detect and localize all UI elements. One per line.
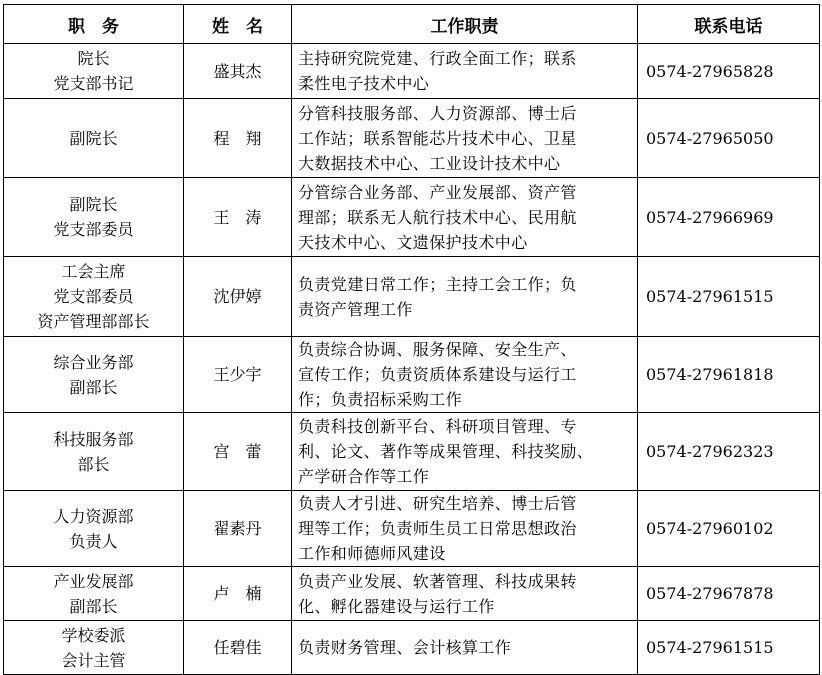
duties-line: 分管科技服务部、人力资源部、博士后	[298, 103, 577, 123]
position-line: 人力资源部	[53, 506, 134, 526]
duties-line: 作；负责招标采购工作	[298, 390, 463, 409]
duties-line: 天技术中心、文遗保护技术中心	[298, 232, 528, 252]
position-line: 副部长	[69, 377, 118, 397]
duties-line: 理等工作；负责师生员工日常思想政治	[298, 519, 577, 538]
name-cell: 任碧佳	[184, 621, 292, 675]
table-row	[4, 44, 820, 99]
position-cell	[4, 44, 184, 99]
phone-cell: 0574-27966969	[638, 178, 820, 257]
duties-line: 负责财务管理、会计核算工作	[298, 638, 512, 657]
position-line: 负责人	[69, 531, 118, 551]
table-row	[4, 413, 820, 491]
name-cell: 卢 楠	[184, 567, 292, 621]
duties-line: 宣传工作；负责资质体系建设与运行工	[298, 365, 577, 384]
position-line: 工会主席	[61, 262, 126, 281]
duties-line: 大数据技术中心、工业设计技术中心	[298, 153, 561, 173]
phone-cell: 0574-27965050	[638, 99, 820, 178]
duties-cell	[292, 567, 638, 621]
position-line: 副院长	[69, 128, 118, 148]
name-cell: 程 翔	[184, 99, 292, 178]
position-line: 产业发展部	[53, 571, 134, 591]
duties-cell	[292, 44, 638, 99]
duties-cell	[292, 178, 638, 257]
position-line: 党支部书记	[53, 74, 134, 93]
duties-line: 理部；联系无人航行技术中心、民用航	[298, 207, 577, 227]
phone-cell: 0574-27961818	[638, 337, 820, 413]
duties-line: 责资产管理工作	[298, 299, 413, 319]
duties-line: 工作和师德师风建设	[298, 544, 446, 563]
table-row	[4, 257, 820, 337]
duties-line: 负责人才引进、研究生培养、博士后管	[298, 494, 577, 513]
duties-cell	[292, 337, 638, 413]
table-row	[4, 621, 820, 675]
position-line: 部长	[77, 454, 110, 474]
position-line: 副院长	[69, 195, 118, 214]
duties-line: 产学研合作等工作	[298, 467, 430, 486]
header-name: 姓 名	[184, 5, 292, 44]
table-row	[4, 567, 820, 621]
position-line: 综合业务部	[53, 352, 134, 372]
phone-cell: 0574-27965828	[638, 44, 820, 99]
duties-line: 负责产业发展、软著管理、科技成果转	[298, 571, 577, 591]
position-cell	[4, 491, 184, 567]
duties-cell	[292, 491, 638, 567]
duties-line: 分管综合业务部、产业发展部、资产管	[298, 182, 577, 202]
name-cell: 王少宇	[184, 337, 292, 413]
position-cell	[4, 567, 184, 621]
header-phone: 联系电话	[638, 5, 820, 44]
header-duties: 工作职责	[292, 5, 638, 44]
phone-cell: 0574-27960102	[638, 491, 820, 567]
duties-line: 柔性电子技术中心	[298, 74, 430, 93]
phone-cell: 0574-27961515	[638, 621, 820, 675]
position-cell	[4, 621, 184, 675]
position-line: 资产管理部部长	[37, 312, 150, 331]
table-row	[4, 178, 820, 257]
position-cell	[4, 99, 184, 178]
duties-line: 负责综合协调、服务保障、安全生产、	[298, 340, 577, 359]
name-cell: 宫 蕾	[184, 413, 292, 491]
header-position: 职 务	[4, 5, 184, 44]
duties-line: 利、论文、著作等成果管理、科技奖励、	[298, 442, 594, 461]
duties-cell	[292, 99, 638, 178]
position-cell	[4, 257, 184, 337]
duties-cell	[292, 413, 638, 491]
table-row	[4, 99, 820, 178]
position-line: 院长	[77, 49, 110, 68]
position-line: 副部长	[69, 596, 118, 616]
duties-cell	[292, 621, 638, 675]
name-cell: 王 涛	[184, 178, 292, 257]
name-cell: 翟素丹	[184, 491, 292, 567]
position-line: 学校委派	[61, 625, 126, 645]
position-line: 党支部委员	[53, 287, 134, 306]
duties-line: 负责科技创新平台、科研项目管理、专	[298, 417, 577, 436]
position-line: 党支部委员	[53, 220, 134, 239]
duties-line: 负责党建日常工作；主持工会工作；负	[298, 274, 577, 294]
staff-table	[3, 4, 820, 675]
name-cell: 盛其杰	[184, 44, 292, 99]
duties-line: 化、孵化器建设与运行工作	[298, 596, 495, 616]
table-header-row	[4, 5, 820, 44]
position-line: 科技服务部	[53, 429, 134, 449]
table-row	[4, 337, 820, 413]
phone-cell: 0574-27961515	[638, 257, 820, 337]
phone-cell: 0574-27967878	[638, 567, 820, 621]
duties-line: 工作站；联系智能芯片技术中心、卫星	[298, 128, 577, 148]
position-line: 会计主管	[61, 650, 126, 670]
position-cell	[4, 337, 184, 413]
table-row	[4, 491, 820, 567]
position-cell	[4, 413, 184, 491]
phone-cell: 0574-27962323	[638, 413, 820, 491]
name-cell: 沈伊婷	[184, 257, 292, 337]
position-cell	[4, 178, 184, 257]
duties-cell	[292, 257, 638, 337]
duties-line: 主持研究院党建、行政全面工作；联系	[298, 49, 577, 68]
